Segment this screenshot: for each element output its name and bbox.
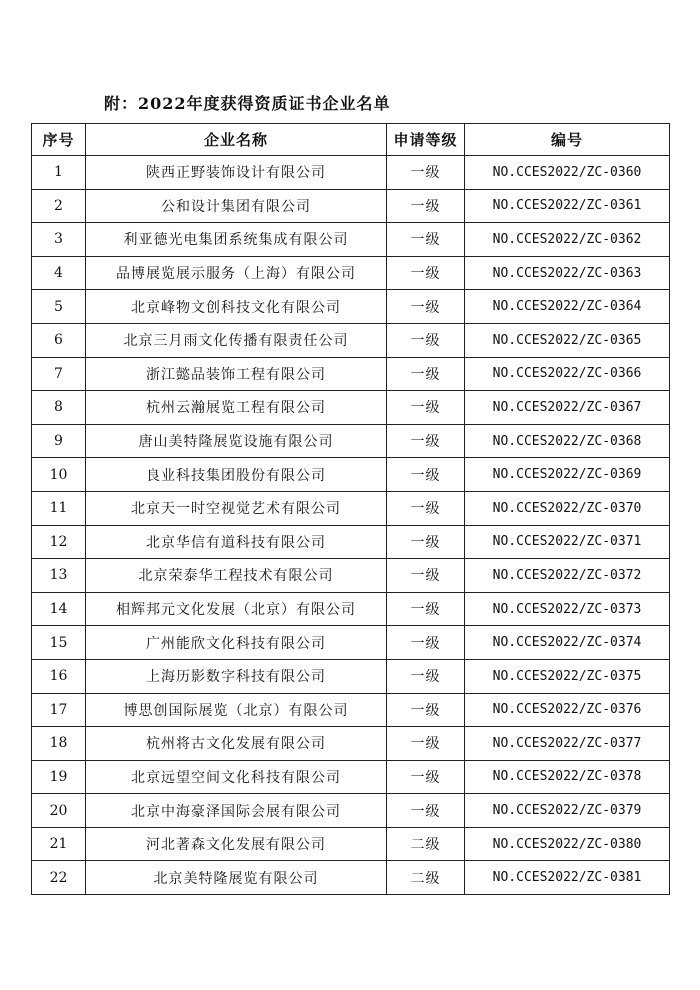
row-code: NO.CCES2022/ZC-0377 bbox=[465, 727, 670, 761]
row-seq: 22 bbox=[32, 861, 86, 895]
row-company-name: 北京三月雨文化传播有限责任公司 bbox=[86, 323, 387, 357]
row-level: 一级 bbox=[387, 626, 465, 660]
row-level: 一级 bbox=[387, 794, 465, 828]
row-company-name: 北京峰物文创科技文化有限公司 bbox=[86, 290, 387, 324]
row-company-name: 浙江懿品装饰工程有限公司 bbox=[86, 357, 387, 391]
table-row bbox=[32, 156, 670, 190]
table-row bbox=[32, 491, 670, 525]
header-code: 编号 bbox=[465, 124, 670, 156]
row-seq: 14 bbox=[32, 592, 86, 626]
row-level: 一级 bbox=[387, 357, 465, 391]
row-seq: 3 bbox=[32, 223, 86, 257]
row-code: NO.CCES2022/ZC-0362 bbox=[465, 223, 670, 257]
row-code: NO.CCES2022/ZC-0378 bbox=[465, 760, 670, 794]
table-row bbox=[32, 727, 670, 761]
row-level: 一级 bbox=[387, 693, 465, 727]
table-row bbox=[32, 189, 670, 223]
table-row bbox=[32, 290, 670, 324]
row-level: 一级 bbox=[387, 391, 465, 425]
row-code: NO.CCES2022/ZC-0364 bbox=[465, 290, 670, 324]
row-company-name: 杭州将古文化发展有限公司 bbox=[86, 727, 387, 761]
row-seq: 17 bbox=[32, 693, 86, 727]
row-level: 一级 bbox=[387, 659, 465, 693]
row-code: NO.CCES2022/ZC-0368 bbox=[465, 424, 670, 458]
table-row bbox=[32, 424, 670, 458]
row-level: 一级 bbox=[387, 290, 465, 324]
row-code: NO.CCES2022/ZC-0370 bbox=[465, 491, 670, 525]
row-seq: 16 bbox=[32, 659, 86, 693]
row-seq: 7 bbox=[32, 357, 86, 391]
table-row bbox=[32, 525, 670, 559]
row-seq: 21 bbox=[32, 827, 86, 861]
table-row bbox=[32, 592, 670, 626]
row-code: NO.CCES2022/ZC-0376 bbox=[465, 693, 670, 727]
row-level: 一级 bbox=[387, 760, 465, 794]
row-seq: 1 bbox=[32, 156, 86, 190]
row-code: NO.CCES2022/ZC-0375 bbox=[465, 659, 670, 693]
row-level: 一级 bbox=[387, 458, 465, 492]
row-level: 一级 bbox=[387, 424, 465, 458]
header-seq: 序号 bbox=[32, 124, 86, 156]
row-code: NO.CCES2022/ZC-0372 bbox=[465, 559, 670, 593]
table-row bbox=[32, 458, 670, 492]
row-level: 一级 bbox=[387, 189, 465, 223]
row-code: NO.CCES2022/ZC-0369 bbox=[465, 458, 670, 492]
row-company-name: 北京荣泰华工程技术有限公司 bbox=[86, 559, 387, 593]
row-company-name: 广州能欣文化科技有限公司 bbox=[86, 626, 387, 660]
row-seq: 8 bbox=[32, 391, 86, 425]
row-level: 一级 bbox=[387, 223, 465, 257]
header-level: 申请等级 bbox=[387, 124, 465, 156]
row-seq: 18 bbox=[32, 727, 86, 761]
row-company-name: 博思创国际展览（北京）有限公司 bbox=[86, 693, 387, 727]
table-row bbox=[32, 794, 670, 828]
row-company-name: 北京美特隆展览有限公司 bbox=[86, 861, 387, 895]
row-code: NO.CCES2022/ZC-0360 bbox=[465, 156, 670, 190]
table-row bbox=[32, 827, 670, 861]
row-company-name: 北京远望空间文化科技有限公司 bbox=[86, 760, 387, 794]
row-level: 二级 bbox=[387, 827, 465, 861]
row-company-name: 北京华信有道科技有限公司 bbox=[86, 525, 387, 559]
row-company-name: 北京中海豪泽国际会展有限公司 bbox=[86, 794, 387, 828]
table-row bbox=[32, 256, 670, 290]
table-row bbox=[32, 861, 670, 895]
row-company-name: 品博展览展示服务（上海）有限公司 bbox=[86, 256, 387, 290]
row-seq: 2 bbox=[32, 189, 86, 223]
table-row bbox=[32, 760, 670, 794]
row-seq: 10 bbox=[32, 458, 86, 492]
table-row bbox=[32, 323, 670, 357]
row-level: 一级 bbox=[387, 525, 465, 559]
row-code: NO.CCES2022/ZC-0363 bbox=[465, 256, 670, 290]
row-seq: 11 bbox=[32, 491, 86, 525]
table-body bbox=[32, 156, 670, 895]
row-seq: 13 bbox=[32, 559, 86, 593]
row-level: 一级 bbox=[387, 559, 465, 593]
table-row bbox=[32, 693, 670, 727]
row-seq: 20 bbox=[32, 794, 86, 828]
row-level: 一级 bbox=[387, 323, 465, 357]
header-company-name: 企业名称 bbox=[86, 124, 387, 156]
row-seq: 9 bbox=[32, 424, 86, 458]
table-row bbox=[32, 357, 670, 391]
table-row bbox=[32, 391, 670, 425]
row-code: NO.CCES2022/ZC-0374 bbox=[465, 626, 670, 660]
table-row bbox=[32, 223, 670, 257]
table-row bbox=[32, 659, 670, 693]
row-company-name: 陕西正野装饰设计有限公司 bbox=[86, 156, 387, 190]
row-company-name: 相辉邦元文化发展（北京）有限公司 bbox=[86, 592, 387, 626]
row-level: 一级 bbox=[387, 491, 465, 525]
row-seq: 15 bbox=[32, 626, 86, 660]
certificate-table bbox=[31, 123, 670, 895]
row-company-name: 上海历影数字科技有限公司 bbox=[86, 659, 387, 693]
row-level: 一级 bbox=[387, 727, 465, 761]
row-level: 一级 bbox=[387, 256, 465, 290]
table-header-row bbox=[32, 124, 670, 156]
row-company-name: 河北著森文化发展有限公司 bbox=[86, 827, 387, 861]
row-level: 一级 bbox=[387, 156, 465, 190]
row-seq: 12 bbox=[32, 525, 86, 559]
table-row bbox=[32, 626, 670, 660]
row-code: NO.CCES2022/ZC-0371 bbox=[465, 525, 670, 559]
row-company-name: 杭州云瀚展览工程有限公司 bbox=[86, 391, 387, 425]
row-seq: 6 bbox=[32, 323, 86, 357]
row-code: NO.CCES2022/ZC-0361 bbox=[465, 189, 670, 223]
row-code: NO.CCES2022/ZC-0366 bbox=[465, 357, 670, 391]
row-company-name: 公和设计集团有限公司 bbox=[86, 189, 387, 223]
row-seq: 5 bbox=[32, 290, 86, 324]
row-company-name: 良业科技集团股份有限公司 bbox=[86, 458, 387, 492]
row-code: NO.CCES2022/ZC-0367 bbox=[465, 391, 670, 425]
row-company-name: 唐山美特隆展览设施有限公司 bbox=[86, 424, 387, 458]
row-seq: 19 bbox=[32, 760, 86, 794]
document-title: 附：2022年度获得资质证书企业名单 bbox=[104, 94, 391, 113]
row-code: NO.CCES2022/ZC-0379 bbox=[465, 794, 670, 828]
row-company-name: 利亚德光电集团系统集成有限公司 bbox=[86, 223, 387, 257]
row-level: 二级 bbox=[387, 861, 465, 895]
table-row bbox=[32, 559, 670, 593]
row-code: NO.CCES2022/ZC-0365 bbox=[465, 323, 670, 357]
row-level: 一级 bbox=[387, 592, 465, 626]
row-seq: 4 bbox=[32, 256, 86, 290]
row-code: NO.CCES2022/ZC-0380 bbox=[465, 827, 670, 861]
row-code: NO.CCES2022/ZC-0381 bbox=[465, 861, 670, 895]
row-company-name: 北京天一时空视觉艺术有限公司 bbox=[86, 491, 387, 525]
row-code: NO.CCES2022/ZC-0373 bbox=[465, 592, 670, 626]
